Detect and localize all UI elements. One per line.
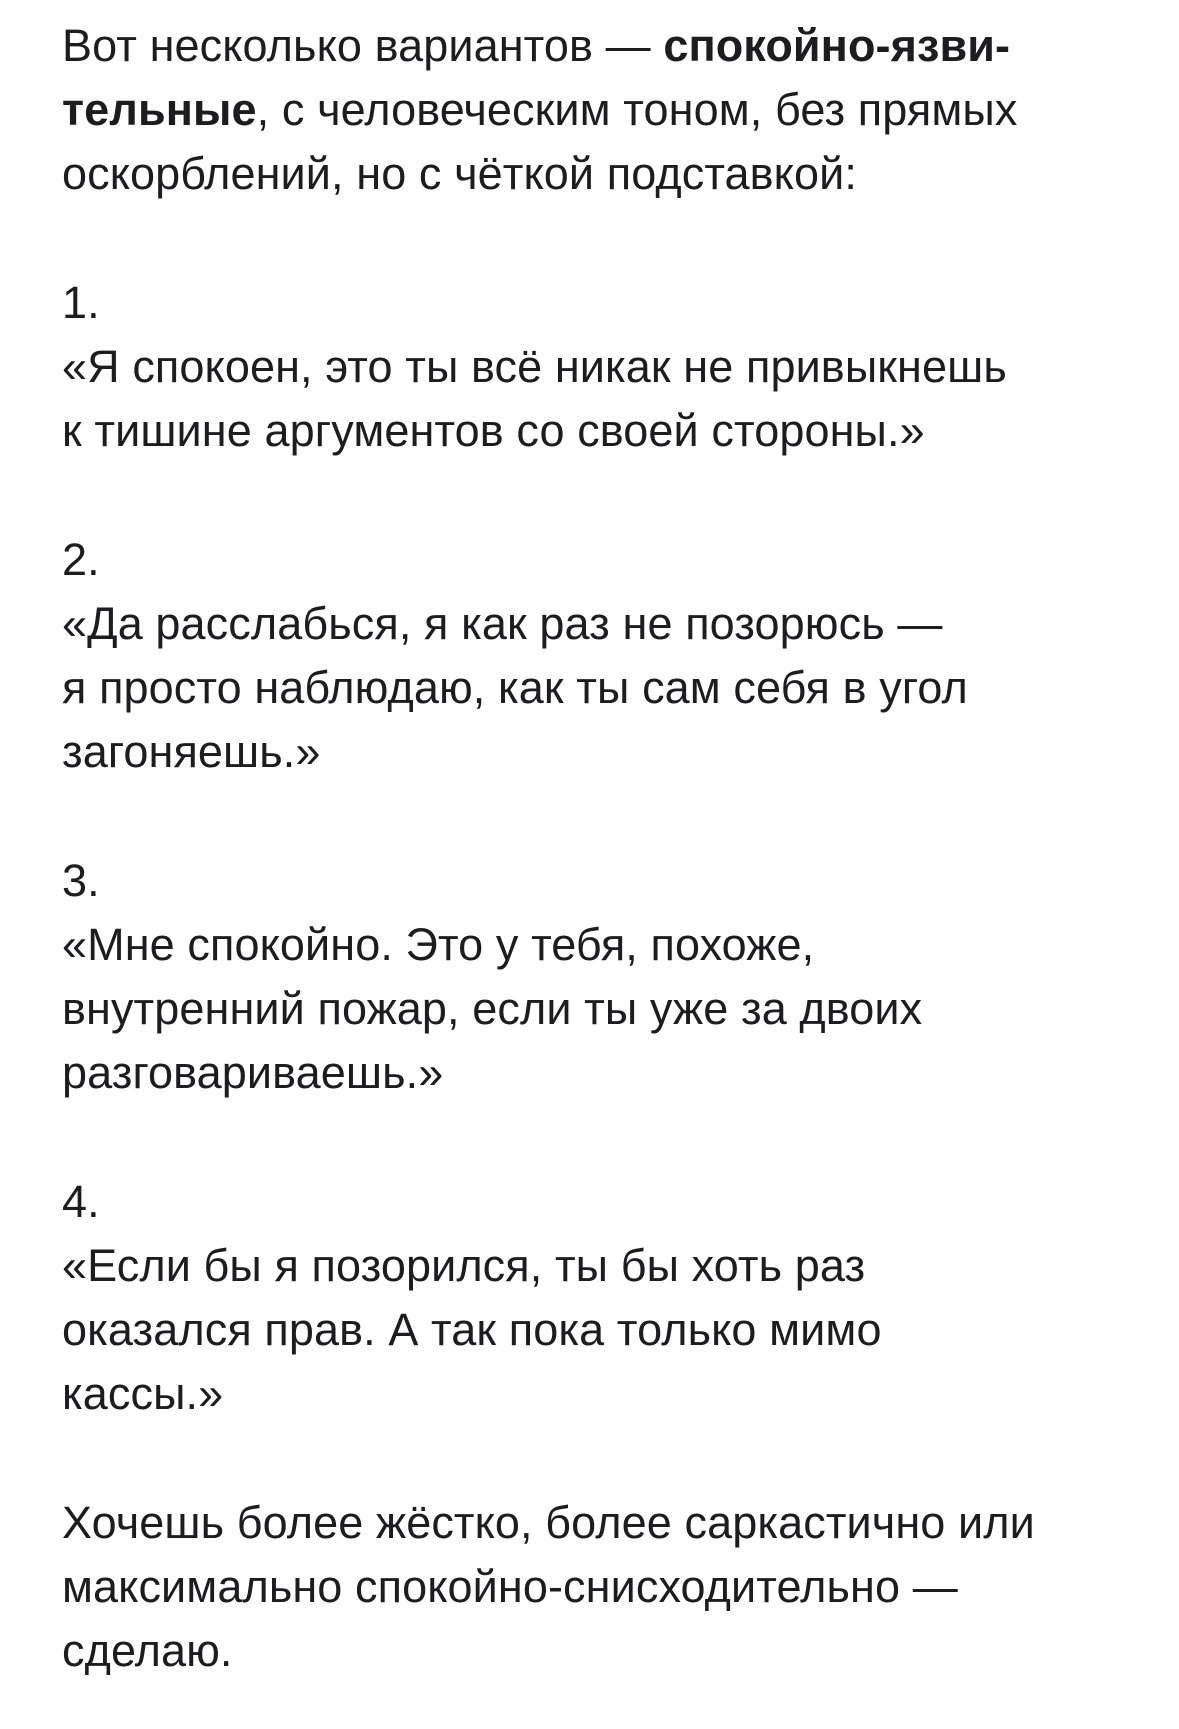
variant-number: 1. [62,276,100,328]
variant-line: к тишине аргументов со своей стороны.» [62,405,925,457]
variant-4 [62,1170,1142,1427]
outro-paragraph [62,1491,1142,1684]
variant-line: кассы.» [62,1368,224,1420]
variant-line: разговариваешь.» [62,1047,444,1099]
variant-line: я просто наблюдаю, как ты сам себя в угол [62,662,968,713]
variant-3 [62,849,1142,1106]
variant-line: «Если бы я позорился, ты бы хоть раз [62,1239,866,1291]
variant-1 [62,271,1142,464]
intro-bold-line2: тельные [62,84,257,136]
assistant-message [62,14,1142,1683]
outro-line: сделаю. [62,1625,233,1676]
intro-line3: оскорблений, но с чёткой подставкой: [62,148,857,200]
outro-line: Хочешь более жёстко, более саркастично или [62,1496,1035,1548]
variant-line: «Мне спокойно. Это у тебя, похоже, [62,918,815,970]
variant-line: «Да расслабься, я как раз не позорюсь — [62,597,943,649]
intro-paragraph [62,14,1142,207]
intro-suffix: , с человеческим тоном, без прямых [256,84,1018,136]
outro-line: максимально спокойно-снисходительно — [62,1560,958,1612]
intro-prefix: Вот несколько вариантов — [62,20,664,71]
variant-line: загоняешь.» [62,726,321,778]
variant-line: оказался прав. А так пока только мимо [62,1304,882,1355]
variant-line: «Я спокоен, это ты всё никак не привыкнешь [62,341,1007,392]
intro-bold-line1: спокойно-язви- [663,20,1011,71]
variant-number: 3. [62,854,100,906]
variant-number: 2. [62,533,100,585]
variant-number: 4. [62,1175,100,1227]
variant-2 [62,528,1142,785]
variant-line: внутренний пожар, если ты уже за двоих [62,983,923,1034]
